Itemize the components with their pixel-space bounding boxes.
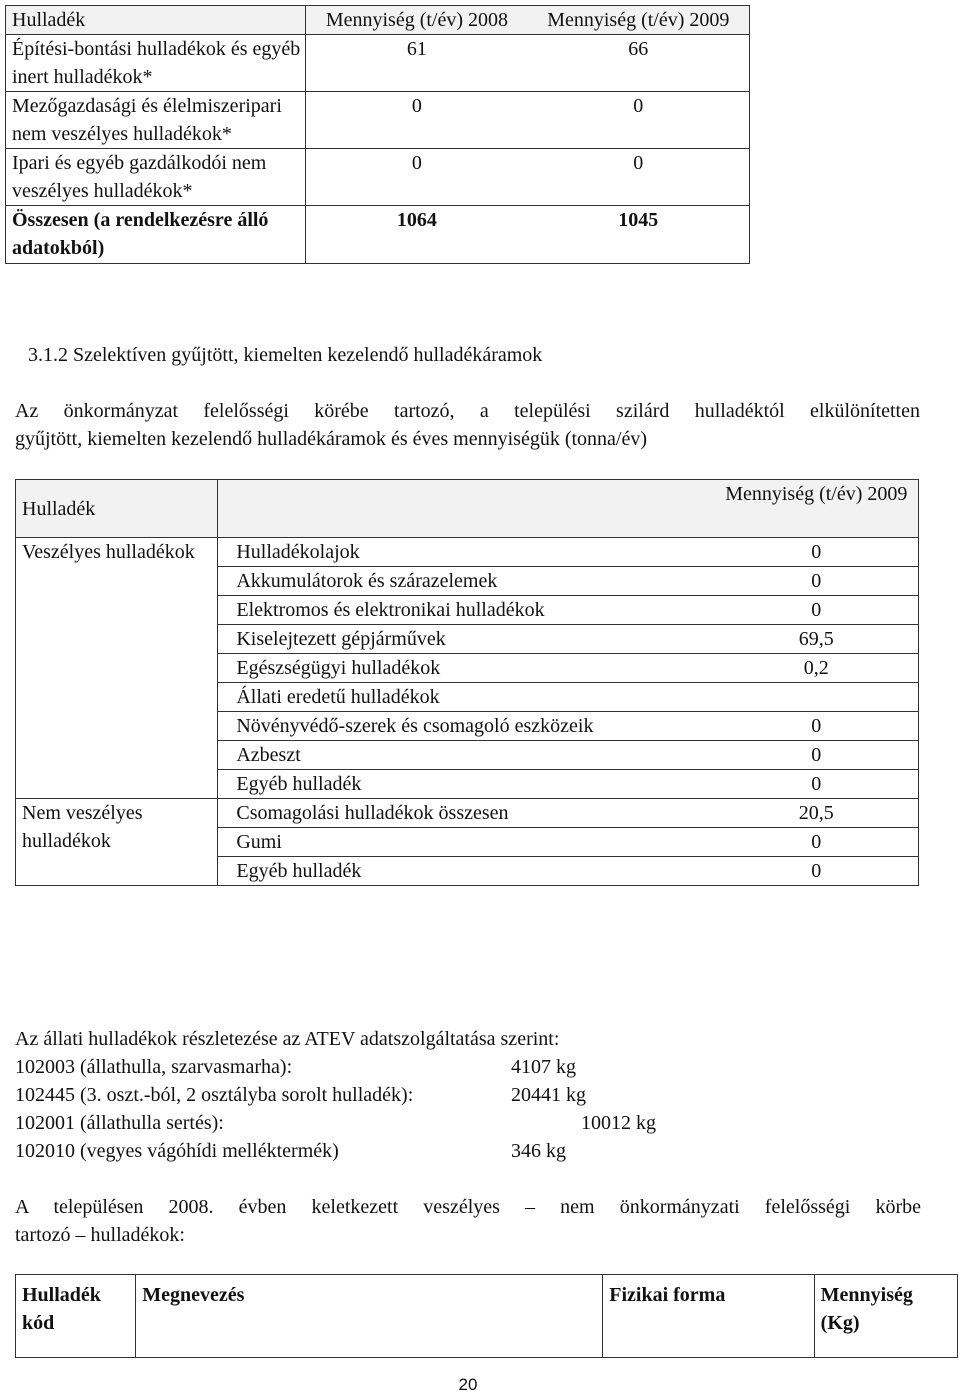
row-name: Mezőgazdasági és élelmiszeripari nem veszélyes hulladékok*: [6, 92, 306, 149]
row-value: 0: [715, 857, 919, 886]
total-row: [6, 206, 750, 264]
row-name: Növényvédő-szerek és csomagoló eszközeik: [218, 712, 715, 741]
total-name: Összesen (a rendelkezésre álló adatokból): [6, 206, 306, 264]
row-value-2008: 61: [306, 35, 528, 92]
table-header-row: [16, 1275, 958, 1358]
row-name: Akkumulátorok és szárazelemek: [218, 567, 715, 596]
table-row: [16, 538, 919, 567]
row-name: Állati eredetű hulladékok: [218, 683, 715, 712]
atev-item-label: 102001 (állathulla sertés):: [15, 1112, 224, 1134]
row-name: Építési-bontási hulladékok és egyéb inert hulladékok*: [6, 35, 306, 92]
atev-item-label: 102003 (állathulla, szarvasmarha):: [15, 1056, 293, 1078]
row-value: 0,2: [715, 654, 919, 683]
total-value-2009: 1045: [528, 206, 750, 264]
row-value-2009: 66: [528, 35, 750, 92]
hazardous-waste-2008-table: [15, 1274, 958, 1358]
header-name: Megnevezés: [136, 1275, 603, 1358]
intro-line-1: Az önkormányzat felelősségi körébe tartozó, a települési szilárd hulladéktól elkülönítetten: [15, 400, 920, 422]
atev-item: [15, 1109, 224, 1137]
row-value: 0: [715, 596, 919, 625]
table-row: [16, 799, 919, 828]
table-row: [6, 149, 750, 206]
row-value: 0: [715, 538, 919, 567]
group-nonhazardous: Nem veszélyes hulladékok: [16, 799, 218, 886]
row-name: Egyéb hulladék: [218, 857, 715, 886]
table-row: [6, 35, 750, 92]
atev-item-value: 4107 kg: [511, 1056, 576, 1078]
row-value-2008: 0: [306, 92, 528, 149]
row-value: 0: [715, 770, 919, 799]
table-header-row: [16, 480, 919, 538]
row-value: 0: [715, 828, 919, 857]
row-value: 0: [715, 567, 919, 596]
row-value-2009: 0: [528, 92, 750, 149]
row-name: Gumi: [218, 828, 715, 857]
row-name: Elektromos és elektronikai hulladékok: [218, 596, 715, 625]
header-qty: Mennyiség (t/év) 2009: [715, 480, 919, 538]
group-hazardous: Veszélyes hulladékok: [16, 538, 218, 799]
atev-item: [15, 1137, 339, 1165]
row-value: [715, 683, 919, 712]
header-qty-2009: Mennyiség (t/év) 2009: [528, 6, 750, 35]
table-row: [6, 92, 750, 149]
header-physical-form: Fizikai forma: [603, 1275, 814, 1358]
atev-item: [15, 1081, 413, 1109]
table-header-row: [6, 6, 750, 35]
row-value-2008: 0: [306, 149, 528, 206]
row-name: Egyéb hulladék: [218, 770, 715, 799]
row-name: Kiselejtezett gépjárművek: [218, 625, 715, 654]
row-name: Ipari és egyéb gazdálkodói nem veszélyes hulladékok*: [6, 149, 306, 206]
row-name: Azbeszt: [218, 741, 715, 770]
row-value: 0: [715, 741, 919, 770]
header-qty-2008: Mennyiség (t/év) 2008: [306, 6, 528, 35]
row-name: Hulladékolajok: [218, 538, 715, 567]
atev-item-label: 102010 (vegyes vágóhídi melléktermék): [15, 1140, 339, 1162]
atev-item-value: 10012 kg: [581, 1112, 656, 1134]
paragraph2-line-2: tartozó – hulladékok:: [15, 1224, 185, 1246]
atev-item-label: 102445 (3. oszt.-ból, 2 osztályba sorolt hulladék):: [15, 1084, 414, 1106]
header-waste: Hulladék: [6, 6, 306, 35]
row-value: 69,5: [715, 625, 919, 654]
row-value: 20,5: [715, 799, 919, 828]
paragraph2-line-1: A településen 2008. évben keletkezett veszélyes – nem önkormányzati felelősségi körbe: [15, 1196, 921, 1218]
intro-line-2: gyűjtött, kiemelten kezelendő hulladékáramok és éves mennyiségük (tonna/év): [15, 428, 648, 450]
header-waste-code: Hulladék kód: [16, 1275, 136, 1358]
row-name: Egészségügyi hulladékok: [218, 654, 715, 683]
atev-item-value: 346 kg: [511, 1140, 566, 1162]
row-name: Csomagolási hulladékok összesen: [218, 799, 715, 828]
atev-item-value: 20441 kg: [511, 1084, 586, 1106]
row-value: 0: [715, 712, 919, 741]
section-heading: 3.1.2 Szelektíven gyűjtött, kiemelten kezelendő hulladékáramok: [28, 344, 543, 366]
selective-waste-table: [15, 479, 919, 886]
total-value-2008: 1064: [306, 206, 528, 264]
header-quantity: Mennyiség (Kg): [814, 1275, 957, 1358]
waste-quantities-table: [5, 5, 750, 264]
page-number: 20: [458, 1375, 478, 1394]
header-waste: Hulladék: [16, 480, 218, 538]
row-value-2009: 0: [528, 149, 750, 206]
atev-item: [15, 1053, 292, 1081]
atev-intro: Az állati hulladékok részletezése az ATEV adatszolgáltatása szerint:: [15, 1028, 560, 1050]
